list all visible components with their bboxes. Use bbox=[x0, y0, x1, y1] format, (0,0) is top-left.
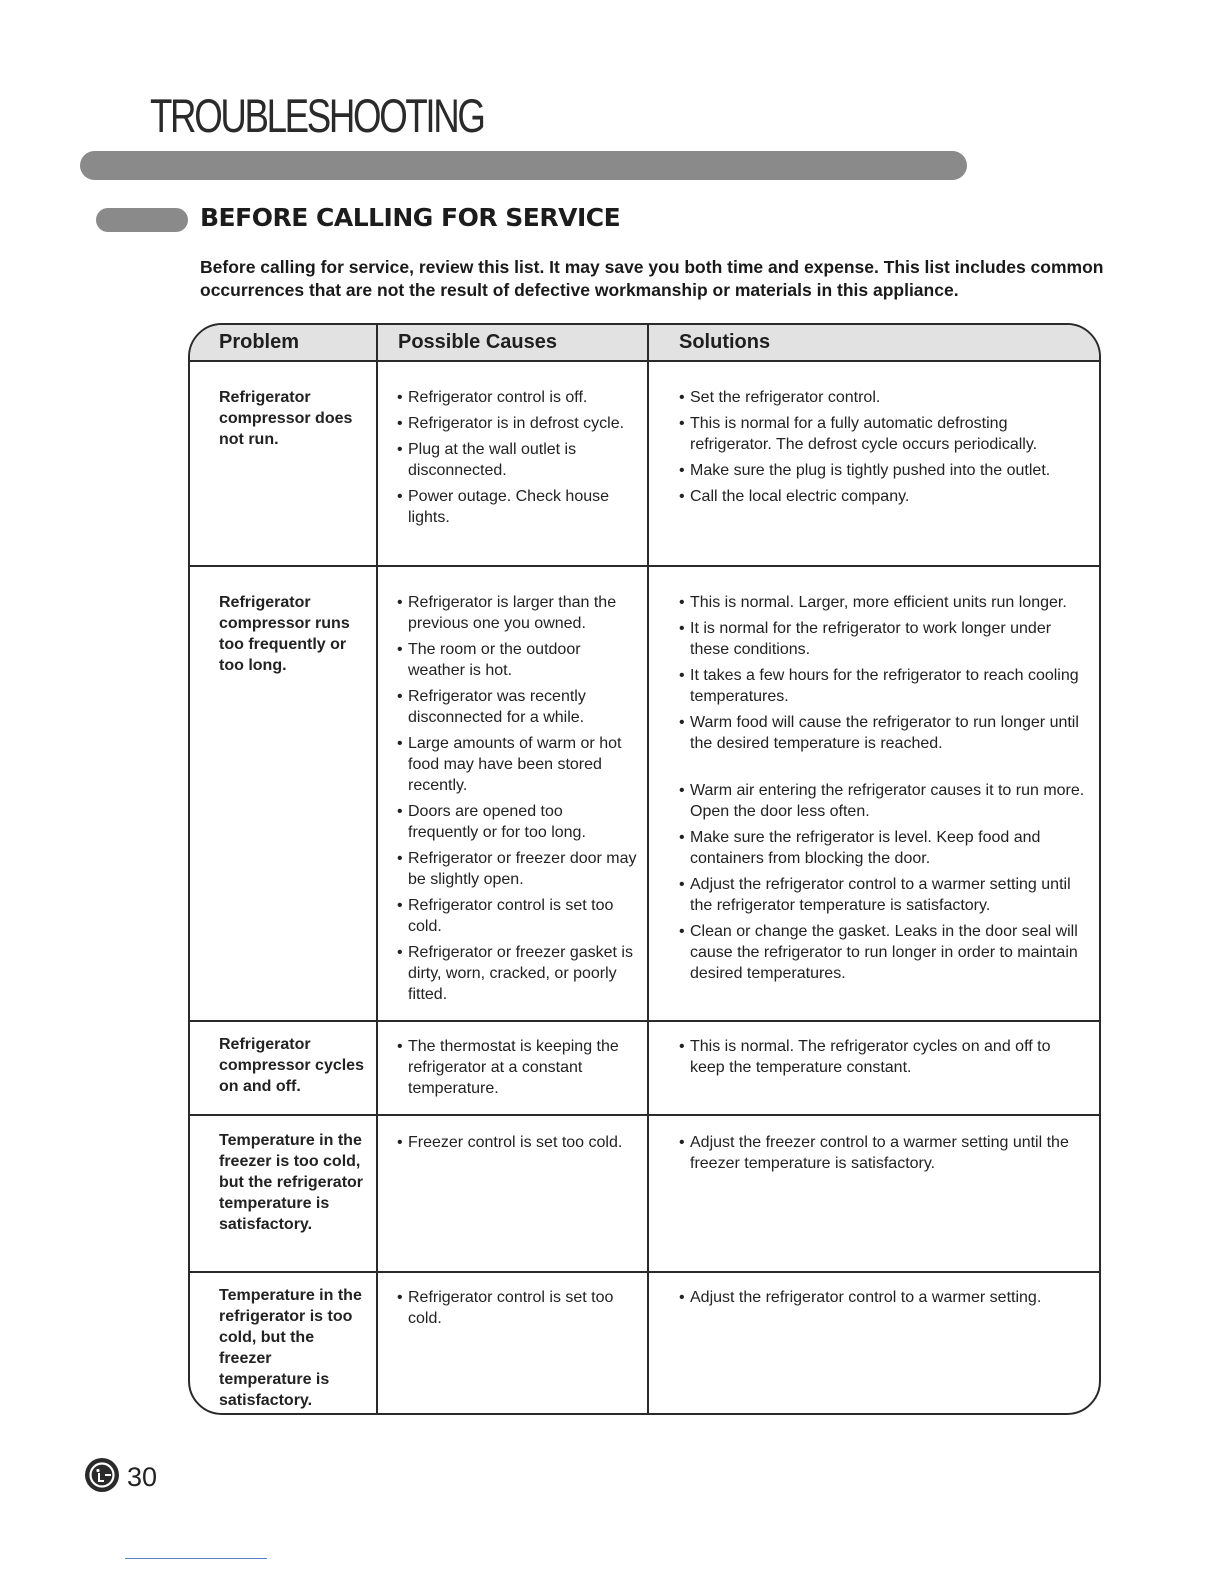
causes-cell bbox=[377, 1272, 648, 1415]
solution-item: • It takes a few hours for the refrigerator to reach cooling temperatures. bbox=[679, 665, 1089, 707]
section-heading: BEFORE CALLING FOR SERVICE bbox=[200, 203, 621, 232]
page-number: 30 bbox=[127, 1462, 158, 1492]
header-solutions: Solutions bbox=[648, 325, 1099, 361]
cause-item: • Freezer control is set too cold. bbox=[397, 1132, 637, 1153]
problem-cell: Temperature in the freezer is too cold, but the refrigerator temperature is satisfactory. bbox=[190, 1115, 377, 1272]
problem-cell: Temperature in the refrigerator is too cold, but the freezer temperature is satisfactory. bbox=[190, 1272, 377, 1415]
cause-item: • Refrigerator is larger than the previous one you owned. bbox=[397, 592, 637, 634]
table-header-row bbox=[190, 325, 1099, 361]
table-row bbox=[190, 361, 1099, 566]
solution-item: • This is normal for a fully automatic defrosting refrigerator. The defrost cycle occurs periodically. bbox=[679, 413, 1089, 455]
cause-item: • The room or the outdoor weather is hot. bbox=[397, 639, 637, 681]
problem-cell: Refrigerator compressor cycles on and off. bbox=[190, 1021, 377, 1115]
intro-paragraph: Before calling for service, review this list. It may save you both time and expense. This list includes common occurrences that are not the result of defective workmanship or materials in this appliance. bbox=[200, 257, 1104, 300]
solution-item: • It is normal for the refrigerator to work longer under these conditions. bbox=[679, 618, 1089, 660]
cause-item: • Refrigerator control is set too cold. bbox=[397, 1287, 637, 1329]
cause-item: • Refrigerator control is off. bbox=[397, 387, 637, 408]
cause-item: • Plug at the wall outlet is disconnected. bbox=[397, 439, 637, 481]
header-problem: Problem bbox=[190, 325, 377, 361]
table-row bbox=[190, 1021, 1099, 1115]
causes-cell bbox=[377, 1115, 648, 1272]
troubleshooting-table bbox=[188, 323, 1101, 1415]
solution-item: • Clean or change the gasket. Leaks in the door seal will cause the refrigerator to run longer in order to maintain desired temperatures. bbox=[679, 921, 1089, 984]
solutions-cell bbox=[648, 566, 1099, 1021]
causes-cell bbox=[377, 1021, 648, 1115]
problem-cell: Refrigerator compressor does not run. bbox=[219, 389, 353, 448]
page-title: TROUBLESHOOTING bbox=[150, 89, 484, 142]
solution-item: • Call the local electric company. bbox=[679, 486, 1089, 507]
solution-item: • Adjust the freezer control to a warmer setting until the freezer temperature is satisfactory. bbox=[679, 1132, 1089, 1174]
section-marker-pill bbox=[96, 208, 188, 232]
solution-item: • Make sure the plug is tightly pushed into the outlet. bbox=[679, 460, 1089, 481]
cause-item: • Refrigerator was recently disconnected for a while. bbox=[397, 686, 637, 728]
title-divider-bar bbox=[80, 151, 967, 180]
cause-item: • The thermostat is keeping the refrigerator at a constant temperature. bbox=[397, 1036, 637, 1099]
solutions-cell bbox=[648, 1272, 1099, 1415]
causes-cell bbox=[377, 361, 648, 566]
solution-item: • Warm food will cause the refrigerator to run longer until the desired temperature is reached. bbox=[679, 712, 1089, 754]
table-row bbox=[190, 566, 1099, 1021]
table-row bbox=[190, 1272, 1099, 1415]
cause-item: • Refrigerator or freezer door may be slightly open. bbox=[397, 848, 637, 890]
solution-item: • Adjust the refrigerator control to a warmer setting until the refrigerator temperature is satisfactory. bbox=[679, 874, 1089, 916]
problem-cell: Refrigerator compressor runs too frequently or too long. bbox=[190, 566, 377, 1021]
solutions-cell bbox=[648, 361, 1099, 566]
solutions-cell bbox=[648, 1021, 1099, 1115]
cause-item: • Power outage. Check house lights. bbox=[397, 486, 637, 528]
solutions-cell bbox=[648, 1115, 1099, 1272]
cause-item: • Doors are opened too frequently or for too long. bbox=[397, 801, 637, 843]
solution-item: • This is normal. The refrigerator cycles on and off to keep the temperature constant. bbox=[679, 1036, 1089, 1078]
cause-item: • Refrigerator control is set too cold. bbox=[397, 895, 637, 937]
cause-item: • Refrigerator is in defrost cycle. bbox=[397, 413, 637, 434]
solution-item: • Make sure the refrigerator is level. Keep food and containers from blocking the door. bbox=[679, 827, 1089, 869]
solution-item: • Warm air entering the refrigerator causes it to run more. Open the door less often. bbox=[679, 780, 1089, 822]
solution-item: • Adjust the refrigerator control to a warmer setting. bbox=[679, 1287, 1089, 1308]
lg-logo-icon bbox=[84, 1457, 120, 1493]
solution-item: • This is normal. Larger, more efficient units run longer. bbox=[679, 592, 1089, 613]
causes-cell bbox=[377, 566, 648, 1021]
cause-item: • Refrigerator or freezer gasket is dirty, worn, cracked, or poorly fitted. bbox=[397, 942, 637, 1005]
table-row bbox=[190, 1115, 1099, 1272]
solution-item: • Set the refrigerator control. bbox=[679, 387, 1089, 408]
cause-item: • Large amounts of warm or hot food may have been stored recently. bbox=[397, 733, 637, 796]
header-possible-causes: Possible Causes bbox=[377, 325, 648, 361]
bottom-link-underline bbox=[125, 1558, 267, 1559]
